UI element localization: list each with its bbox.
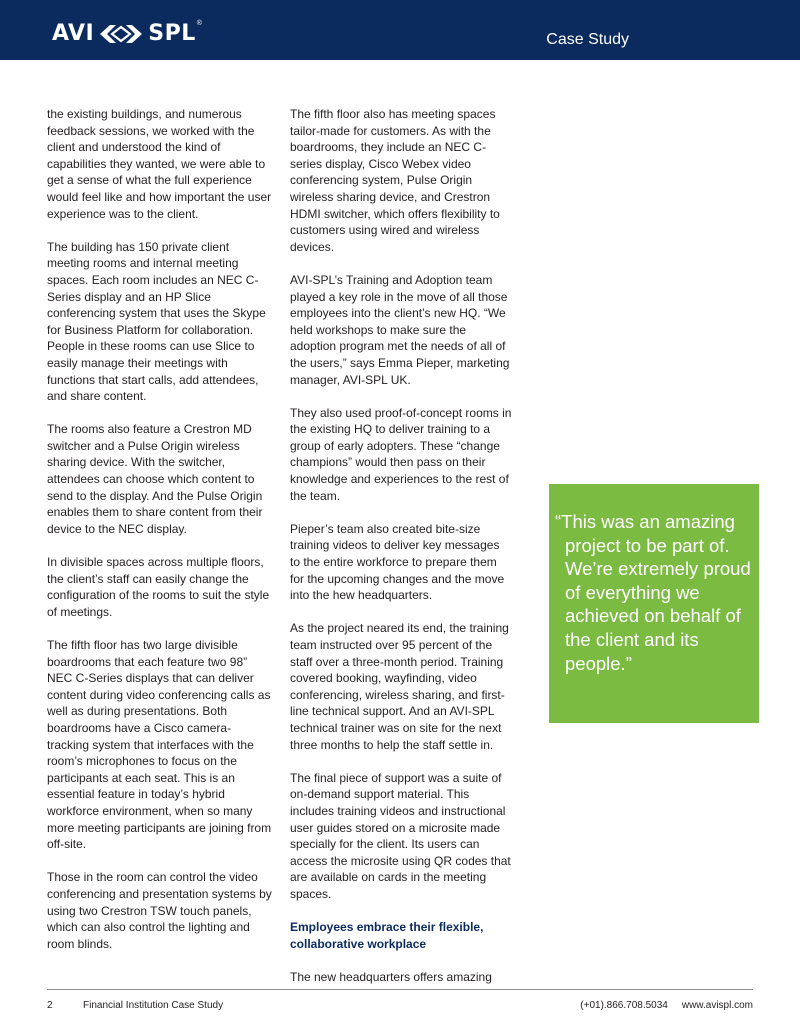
footer-phone: (+01).866.708.5034 xyxy=(580,1000,668,1011)
footer-divider xyxy=(47,989,753,990)
logo-text-spl: SPL xyxy=(148,21,196,46)
middle-paragraph: AVI-SPL’s Training and Adoption team played a key role in the move of all those employees into the client’s new HQ. “We held workshops to make sure the adoption program met the needs of all of the users,” says Emma Pieper, marketing manager, AVI-SPL UK. xyxy=(290,272,510,387)
left-paragraph: The fifth floor has two large divisible boardrooms that each feature two 98” NEC C-Series displays that can deliver content during video conferencing calls as well as during presentations. Both boardrooms have a Cisco camera-tracking system that interfaces with the room’s microphones to focus on the participants at each seat. This is an essential feature in today’s hybrid workforce environment, when so many more meeting participants are joining from off-site. xyxy=(47,638,272,852)
document-type-label: Case Study xyxy=(546,31,629,48)
left-paragraph: The rooms also feature a Crestron MD switcher and a Pulse Origin wireless sharing device. With the switcher, attendees can choose which content to send to the display. And the Pulse Origin enables them to share content from their device to the NEC display. xyxy=(47,422,263,536)
pull-quote-text: “This was an amazing project to be part of. We’re extremely proud of everything we achieved on behalf of the client and its people.” xyxy=(555,511,751,674)
page-number: 2 xyxy=(47,1000,53,1011)
pull-quote-box xyxy=(549,484,759,723)
left-paragraph: the existing buildings, and numerous feedback sessions, we worked with the client and understood the kind of capabilities they wanted, we were able to get a sense of what the full experience would feel like and how important the user experience was to the client. xyxy=(47,107,272,221)
left-text-column xyxy=(47,106,273,952)
avispl-logo xyxy=(52,20,202,48)
logo-chevron-icon xyxy=(98,22,144,46)
left-paragraph: The building has 150 private client meeting rooms and internal meeting spaces. Each room includes an NEC C-Series display and an HP Slice conferencing system that uses the Skype for Business Platform for collaboration. People in these rooms can use Slice to easily manage their meetings with functions that start calls, add attendees, and share content. xyxy=(47,239,266,404)
section-subheading: Employees embrace their flexible, collaborative workplace xyxy=(290,920,484,951)
left-paragraph: In divisible spaces across multiple floors, the client’s staff can easily change the configuration of the rooms to suit the style of meetings. xyxy=(47,555,270,619)
middle-paragraph: Pieper’s team also created bite-size training videos to deliver key messages to the entire workforce to prepare them for the upcoming changes and the move into the hew headquarters. xyxy=(290,521,505,603)
logo-registered-mark: ® xyxy=(196,20,202,27)
footer-contact xyxy=(580,999,753,1012)
left-paragraph: Those in the room can control the video conferencing and presentation systems by using two Crestron TSW touch panels, which can also control the lighting and room blinds. xyxy=(47,870,272,951)
middle-text-column xyxy=(290,106,512,985)
logo-text-avi: AVI xyxy=(52,21,95,46)
middle-paragraph: The fifth floor also has meeting spaces tailor-made for customers. As with the boardrooms, they include an NEC C-series display, Cisco Webex video conferencing system, Pulse Origin wireless sharing device, and Crestron HDMI switcher, which offers flexibility to customers using wired and wireless devices. xyxy=(290,107,500,254)
middle-paragraph: They also used proof-of-concept rooms in the existing HQ to deliver training to a group of early adopters. These “change champions” would then pass on their knowledge and experiences to the rest of the team. xyxy=(290,405,512,503)
page-header xyxy=(0,0,800,60)
middle-paragraph: As the project neared its end, the training team instructed over 95 percent of the staff over a three-month period. Training covered booking, wayfinding, video conferencing, wireless sharing, and first-line technical support. And an AVI-SPL technical trainer was on site for the next three months to help the staff settle in. xyxy=(290,621,509,752)
footer-website: www.avispl.com xyxy=(681,1000,753,1011)
middle-paragraph: The new headquarters offers amazing xyxy=(290,969,492,984)
middle-paragraph: The final piece of support was a suite of on-demand support material. This includes training videos and instructional user guides stored on a microsite made specially for the client. Its users can access the microsite using QR codes that are available on cards in the meeting spaces. xyxy=(290,770,511,901)
footer-document-title: Financial Institution Case Study xyxy=(83,1000,224,1011)
